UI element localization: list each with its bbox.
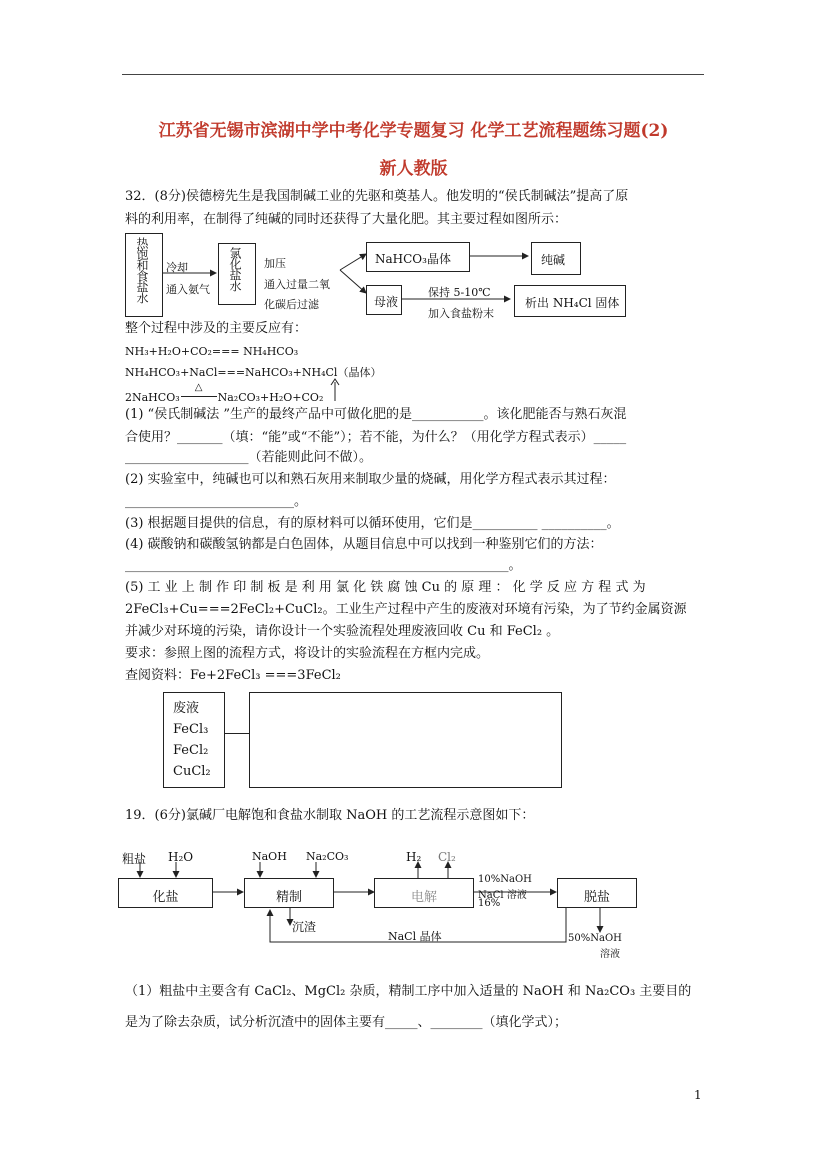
q32-s5-line5: 查阅资料：Fe+2FeCl₃ ===3FeCl₂ [125,668,341,683]
q32-s5-line2: 2FeCl₃+Cu===2FeCl₂+CuCl₂。工业生产过程中产生的废液对环境有污染，为了节约金属资源 [125,602,687,617]
label-50pct-naoh: 50%NaOH [568,933,622,944]
box-refine-label: 精制 [275,890,302,905]
label-keep-temp: 保持 5-10℃ [428,286,491,299]
box-desalt-label: 脱盐 [583,890,610,905]
box-soda-ash-label: 纯碱 [541,253,566,267]
q32-s4-line2: ___________________________________________________________。 [125,558,522,573]
q19-s1-line1: （1）粗盐中主要含有 CaCl₂、MgCl₂ 杂质，精制工序中加入适量的 NaOH 和 Na₂CO₃ 主要目的 [125,984,692,999]
q32-s1-line2: 合使用？_______（填：“能”或“不能”）；若不能，为什么？（用化学方程式表示）_____ [125,430,627,445]
box-ammoniated-brine-label: 氯化盐水 [228,247,242,291]
q32-s4-line1: (4) 碳酸钠和碳酸氢钠都是白色固体，从题目信息中可以找到一种鉴别它们的方法： [125,537,603,552]
reactions-intro: 整个过程中涉及的主要反应有： [125,321,308,336]
reaction-2: NH₄HCO₃+NaCl===NaHCO₃+NH₄Cl（晶体） [125,366,382,379]
q32-s1-line1: (1) “侯氏制碱法 ”生产的最终产品中可做化肥的是___________。该化肥能否与熟石灰混 [125,407,627,422]
input-crude-salt: 粗盐 [122,852,147,866]
waste-fecl2: FeCl₂ [173,743,209,758]
reaction-3-reactant: 2NaHCO₃ [125,391,180,404]
page-number: 1 [694,1088,702,1102]
q32-s3: (3) 根据题目提供的信息，有的原材料可以循环使用，它们是__________ __________。 [125,516,620,531]
label-nacl-crystal: NaCl 晶体 [388,930,442,943]
q32-s2-line1: (2) 实验室中，纯碱也可以和熟石灰用来制取少量的烧碱，用化学方程式表示其过程： [125,472,616,487]
q32-intro-line2: 料的利用率，在制得了纯碱的同时还获得了大量化肥。其主要过程如图所示： [125,212,568,227]
box-desalt [557,878,637,908]
label-add-ammonia: 通入氨气 [166,283,210,296]
label-16pct: 16% [478,898,501,909]
q32-s2-line2: __________________________。 [125,494,308,509]
label-solution: 溶液 [600,949,620,960]
box-dissolve-salt-label: 化盐 [152,890,179,905]
label-cooling: 冷却 [166,261,188,274]
box-refine [244,878,334,908]
label-nacl-solution: NaCl 溶液 [478,890,527,901]
q32-intro-line1: 32．(8分)侯德榜先生是我国制碱工业的先驱和奠基人。他发明的“侯氏制碱法”提高了原 [125,189,629,204]
label-add-co2: 通入过量二氧 [264,278,330,291]
q19-intro: 19．(6分)氯碱厂电解饱和食盐水制取 NaOH 的工艺流程示意图如下： [125,808,535,823]
label-add-salt-powder: 加入食盐粉末 [428,307,494,320]
box-electrolysis-label: 电解 [410,890,437,905]
reaction-3-products: Na₂CO₃+H₂O+CO₂ [217,391,324,404]
box-nahco3-crystal-label: NaHCO₃晶体 [375,252,451,266]
box-hot-saturated-brine-label: 热饱和食盐水 [135,237,149,303]
output-h2: H₂ [406,850,422,864]
q32-s1-line3: ___________________（若能则此问不做）。 [125,450,373,465]
input-water: H₂O [168,850,194,864]
waste-cucl2: CuCl₂ [173,764,211,779]
document-subtitle: 新人教版 [379,159,448,179]
label-10pct-naoh: 10%NaOH [478,874,532,885]
input-na2co3: Na₂CO₃ [306,850,349,863]
box-nh4cl-solid-label: 析出 NH₄Cl 固体 [525,296,620,310]
q19-s1-line2: 是为了除去杂质，试分析沉渣中的固体主要有_____、________（填化学式）； [125,1015,568,1030]
input-naoh: NaOH [252,850,287,863]
q32-s5-line1: (5) 工 业 上 制 作 印 制 板 是 利 用 氯 化 铁 腐 蚀 Cu 的 原 理 ： 化 学 反 应 方 程 式 为 [125,580,646,595]
q32-s5-line4: 要求：参照上图的流程方式，将设计的实验流程在方框内完成。 [125,646,490,661]
box-dissolve-salt [118,878,213,908]
label-filter: 化碳后过滤 [264,298,319,311]
output-cl2: Cl₂ [438,850,456,864]
q32-s5-line3: 并减少对环境的污染，请你设计一个实验流程处理废液回收 Cu 和 FeCl₂ 。 [125,624,560,639]
document-title: 江苏省无锡市滨湖中学中考化学专题复习 化学工艺流程题练习题(2) [158,121,669,141]
heating-triangle-icon: △ [194,382,203,393]
waste-fecl3: FeCl₃ [173,722,209,737]
label-sediment: 沉渣 [292,920,317,934]
box-mother-liquor-label: 母液 [374,295,399,309]
label-pressurize: 加压 [264,257,286,270]
waste-liquid-title: 废液 [173,701,200,716]
reaction-1: NH₃+H₂O+CO₂=== NH₄HCO₃ [125,345,299,358]
box-electrolysis [374,878,474,908]
